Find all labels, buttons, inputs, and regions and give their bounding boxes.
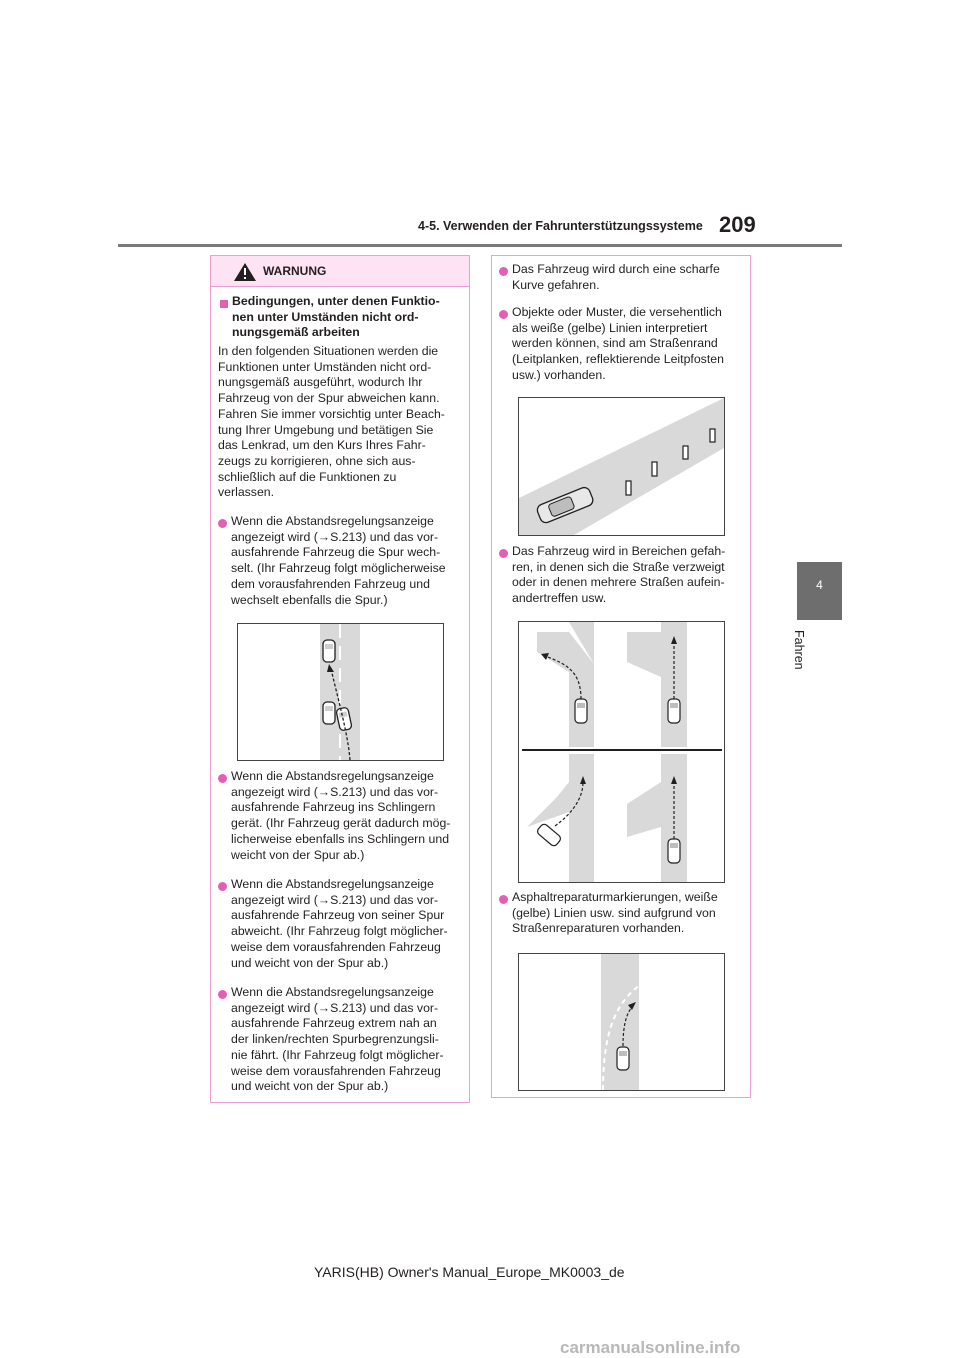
warning-box-right xyxy=(491,255,751,1098)
bullet-icon xyxy=(218,990,227,999)
warning-triangle-icon xyxy=(233,262,257,282)
bullet-item: Wenn die Abstandsregelungsanzeige angezeigt wird (→S.213) und das vor- ausfahrende Fahrzeug ins Schlingern gerät. (Ihr Fahrzeug gerät dadurch mög- licherweise ebenfalls ins Schlingern und weicht von der Spur ab.) xyxy=(231,769,451,862)
warning-box-left xyxy=(210,255,470,1103)
lane-change-illustration xyxy=(237,623,444,761)
bullet-item: Wenn die Abstandsregelungsanzeige angezeigt wird (→S.213) und das vor- ausfahrende Fahrzeug die Spur wech- selt. (Ihr Fahrzeug folgt möglicherweise dem vorausfahrenden Fahrzeug und wechselt ebenfalls die Spur.) xyxy=(231,514,446,607)
footer: YARIS(HB) Owner's Manual_Europe_MK0003_de xyxy=(314,1264,625,1280)
bullet-icon xyxy=(499,549,508,558)
repair-marking-illustration xyxy=(518,953,725,1091)
chapter-tab[interactable]: 4 xyxy=(797,562,842,620)
bullet-icon xyxy=(499,267,508,276)
bullet-item: Das Fahrzeug wird in Bereichen gefah- ren, in denen sich die Straße verzweigt oder in denen mehrere Straßen aufein- andertreffen usw. xyxy=(512,544,726,606)
page-number: 209 xyxy=(719,212,756,237)
bullet-icon xyxy=(499,310,508,319)
road-branch-illustration xyxy=(518,621,725,883)
bullet-item: Asphaltreparaturmarkierungen, weiße (gelbe) Linien usw. sind aufgrund von Straßenreparaturen vorhanden. xyxy=(512,890,718,936)
warning-heading: Bedingungen, unter denen Funktio- nen unter Umständen nicht ord- nungsgemäß arbeiten xyxy=(232,294,440,340)
bullet-icon xyxy=(218,519,227,528)
header-rule xyxy=(118,244,842,247)
bullet-icon xyxy=(499,895,508,904)
watermark: carmanualsonline.info xyxy=(560,1338,741,1357)
heading-bullet-icon xyxy=(220,300,228,308)
bullet-item: Das Fahrzeug wird durch eine scharfe Kurve gefahren. xyxy=(512,262,720,292)
bullet-item: Wenn die Abstandsregelungsanzeige angezeigt wird (→S.213) und das vor- ausfahrende Fahrzeug extrem nah an der linken/rechten Spurbegrenzungsli- nie fährt. (Ihr Fahrzeug folgt möglicher- weise dem vorausfahrenden Fahrzeug und weicht von der Spur ab.) xyxy=(231,985,444,1094)
warning-header xyxy=(211,256,469,287)
bullet-item: Wenn die Abstandsregelungsanzeige angezeigt wird (→S.213) und das vor- ausfahrende Fahrzeug von seiner Spur abweicht. (Ihr Fahrzeug folgt möglicher- weise dem vorausfahrenden Fahrzeug und weicht von der Spur ab.) xyxy=(231,877,448,970)
section-title: 4-5. Verwenden der Fahrunterstützungssysteme xyxy=(418,219,703,233)
bullet-item: Objekte oder Muster, die versehentlich als weiße (gelbe) Linien interpretiert werden können, sind am Straßenrand (Leitplanken, reflektierende Leitpfosten usw.) vorhanden. xyxy=(512,305,724,382)
warning-title: WARNUNG xyxy=(263,264,327,278)
warning-intro: In den folgenden Situationen werden die Funktionen unter Umständen nicht ord- nungsgemäß ausgeführt, wodurch Ihr Fahrzeug von der Spur abweichen kann. Fahren Sie immer vorsichtig unter Beach- tung Ihrer Umgebung und betätigen Sie das Lenkrad, um den Kurs Ihres Fahr- zeugs zu korrigieren, ohne sich aus- schließlich auf die Funktionen zu verlassen. xyxy=(218,344,445,500)
roadside-posts-illustration xyxy=(518,397,725,536)
chapter-label: Fahren xyxy=(792,630,806,670)
bullet-icon xyxy=(218,774,227,783)
bullet-icon xyxy=(218,882,227,891)
